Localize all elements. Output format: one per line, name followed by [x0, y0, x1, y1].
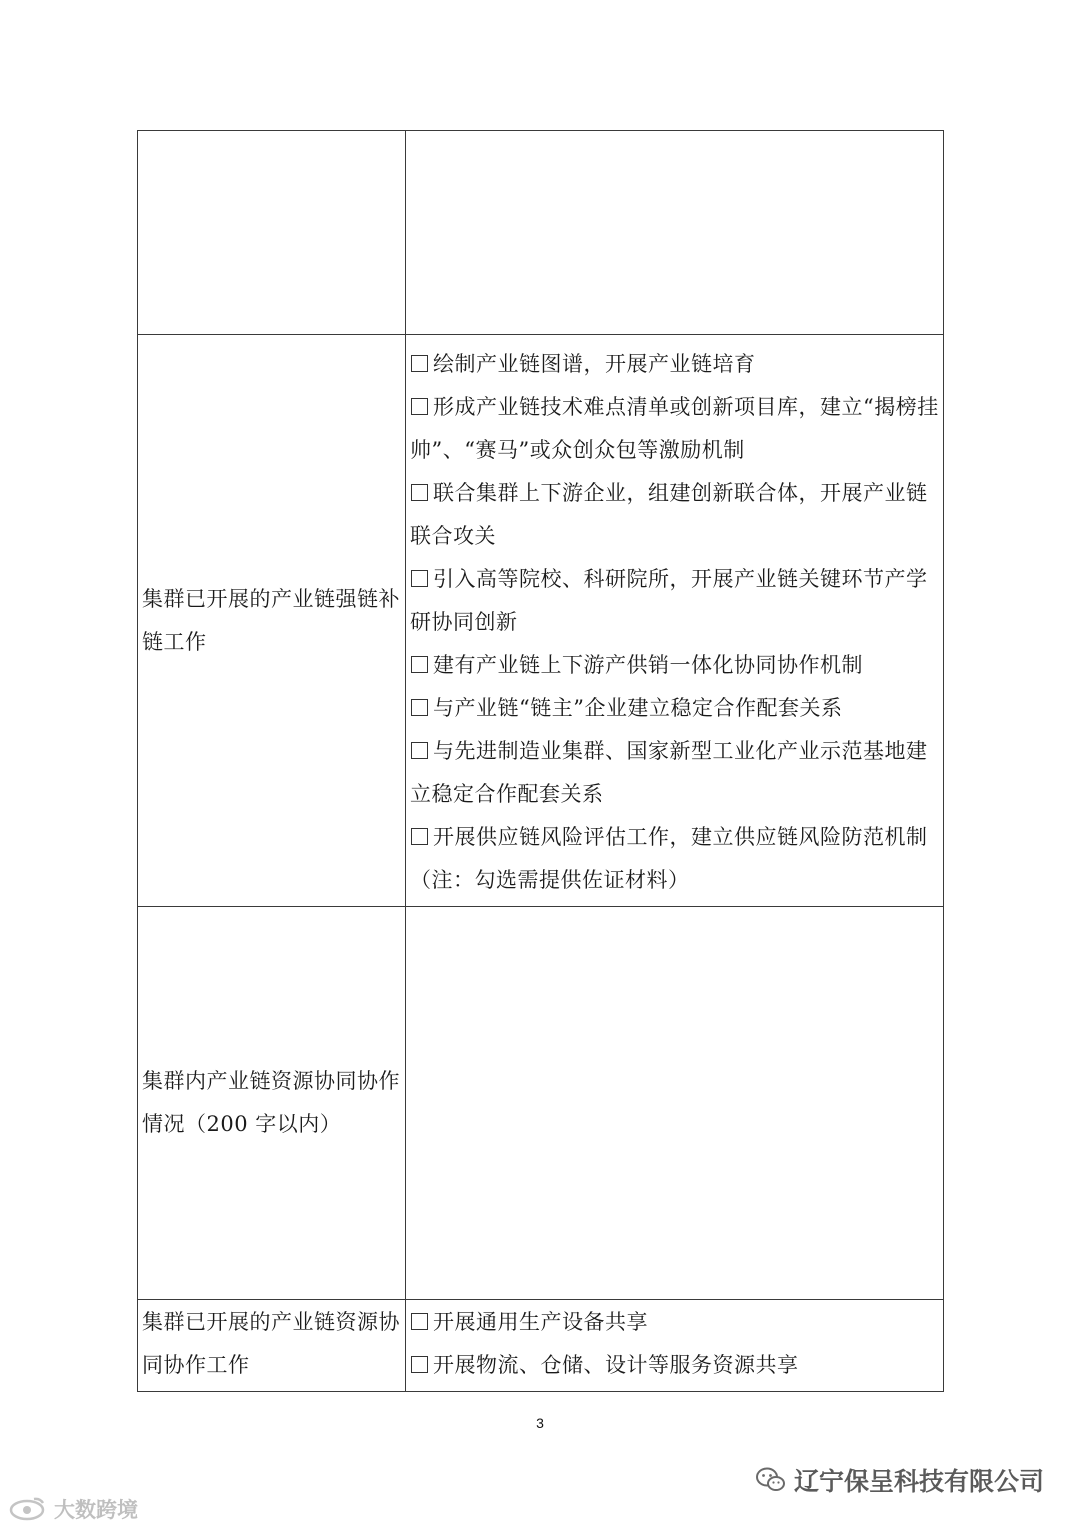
- checkbox[interactable]: [411, 699, 428, 716]
- checklist-item[interactable]: [410, 1344, 939, 1387]
- label-cell-resource-work: [138, 1300, 406, 1392]
- label-cell-strengthen-chain: [138, 335, 406, 907]
- checkbox[interactable]: [411, 656, 428, 673]
- checklist-item-label: 形成产业链技术难点清单或创新项目库，建立“揭榜挂帅”、“赛马”或众创众包等激励机制: [410, 395, 939, 462]
- application-form-table: [137, 130, 944, 1392]
- checkbox[interactable]: [411, 355, 428, 372]
- checkbox[interactable]: [411, 1356, 428, 1373]
- checklist-item-label: 开展供应链风险评估工作，建立供应链风险防范机制: [433, 825, 928, 849]
- value-cell-empty: [406, 131, 944, 335]
- checklist-strengthen-chain: [406, 335, 944, 907]
- checklist-item-label: 联合集群上下游企业，组建创新联合体，开展产业链联合攻关: [410, 481, 928, 548]
- table-row-strengthen-chain: [138, 335, 944, 907]
- table-row-resource-work: [138, 1300, 944, 1392]
- checklist-item-label: 绘制产业链图谱，开展产业链培育: [433, 352, 756, 376]
- checkbox[interactable]: [411, 828, 428, 845]
- checklist-item-label: 开展通用生产设备共享: [433, 1310, 648, 1334]
- page-number: 3: [536, 1415, 544, 1431]
- watermark-weibo: [6, 1494, 138, 1524]
- label-cell-empty: [138, 131, 406, 335]
- table-row-resource-collab: [138, 907, 944, 1300]
- watermark-wechat: [756, 1462, 1044, 1498]
- checklist-item-label: 引入高等院校、科研院所，开展产业链关键环节产学研协同创新: [410, 567, 928, 634]
- row-label: 集群已开展的产业链强链补链工作: [142, 586, 400, 654]
- checklist-item[interactable]: [410, 816, 939, 859]
- watermark-text: 辽宁保呈科技有限公司: [793, 1467, 1044, 1496]
- checklist-item[interactable]: [410, 730, 939, 816]
- checklist-item[interactable]: [410, 343, 939, 386]
- checkbox[interactable]: [411, 742, 428, 759]
- note-text: （注：勾选需提供佐证材料）: [410, 868, 690, 892]
- watermark-text: 大数跨境: [54, 1498, 138, 1522]
- checkbox[interactable]: [411, 1313, 428, 1330]
- checkbox[interactable]: [411, 484, 428, 501]
- checklist-item[interactable]: [410, 687, 939, 730]
- checklist-item[interactable]: [410, 558, 939, 644]
- checklist-item[interactable]: [410, 644, 939, 687]
- checklist-resource-work: [406, 1300, 944, 1392]
- weibo-eye-icon: [6, 1496, 50, 1522]
- checklist-item[interactable]: [410, 1301, 939, 1344]
- label-cell-resource-collab: [138, 907, 406, 1300]
- checklist-item-label: 建有产业链上下游产供销一体化协同协作机制: [433, 653, 863, 677]
- text-entry-resource-collab[interactable]: [406, 907, 944, 1300]
- row-label: 集群内产业链资源协同协作情况（200 字以内）: [142, 1069, 400, 1136]
- checkbox[interactable]: [411, 398, 428, 415]
- checklist-item-label: 与产业链“链主”企业建立稳定合作配套关系: [433, 696, 843, 720]
- checklist-item[interactable]: [410, 472, 939, 558]
- checklist-item[interactable]: [410, 386, 939, 472]
- checklist-item-label: 开展物流、仓储、设计等服务资源共享: [433, 1353, 799, 1377]
- table-row-empty: [138, 131, 944, 335]
- checklist-item-label: 与先进制造业集群、国家新型工业化产业示范基地建立稳定合作配套关系: [410, 739, 928, 806]
- checkbox[interactable]: [411, 570, 428, 587]
- row-label: 集群已开展的产业链资源协同协作工作: [142, 1310, 400, 1377]
- wechat-icon: [756, 1467, 786, 1493]
